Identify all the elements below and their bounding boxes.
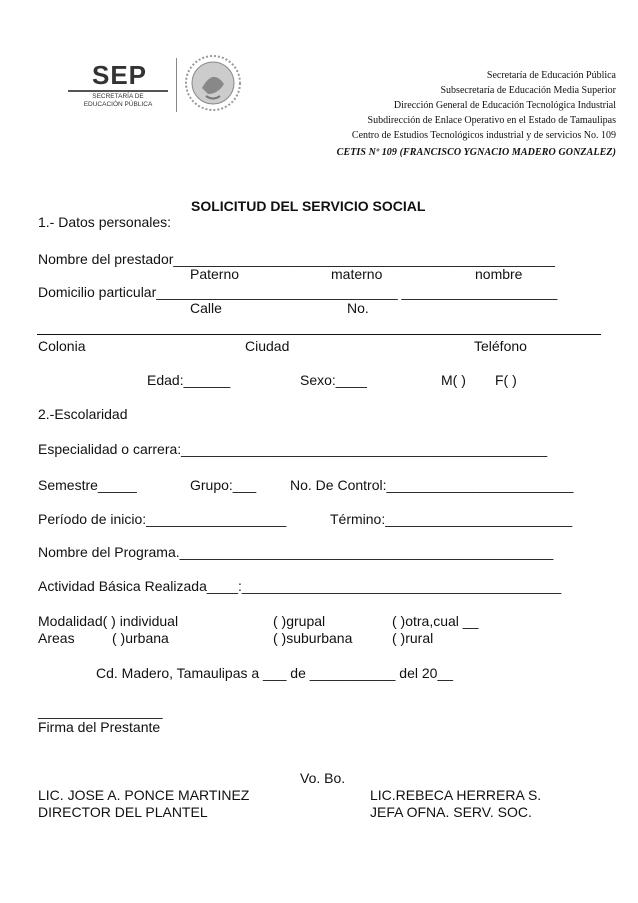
termino-field[interactable]: Término:________________________ <box>330 511 573 527</box>
nombre-field[interactable]: Nombre del prestador_________________________________________________ <box>38 251 555 267</box>
semestre-field[interactable]: Semestre_____ <box>38 477 137 493</box>
periodo-inicio-field[interactable]: Período de inicio:__________________ <box>38 511 287 527</box>
signatory-1-name: LIC. JOSE A. PONCE MARTINEZ <box>38 787 250 803</box>
signatory-2-title: JEFA OFNA. SERV. SOC. <box>370 804 532 820</box>
nombre-sub-nombre: nombre <box>475 266 523 282</box>
signatory-1-title: DIRECTOR DEL PLANTEL <box>38 804 208 820</box>
sep-logo-subtitle-2: EDUCACIÓN PÚBLICA <box>83 101 153 108</box>
section-personal-data: 1.- Datos personales: <box>38 214 172 230</box>
programa-field[interactable]: Nombre del Programa.________________________________________________ <box>38 544 554 560</box>
telefono-label: Teléfono <box>474 338 527 354</box>
header-line-2: Subsecretaría de Educación Media Superior <box>440 85 616 96</box>
modalidad-grupal-option[interactable]: ( )grupal <box>273 613 326 629</box>
sep-logo-subtitle-1: SECRETARÍA DE <box>92 93 144 100</box>
header-line-5: Centro de Estudios Tecnológicos industrial y de servicios No. 109 <box>351 130 616 141</box>
colonia-label: Colonia <box>38 338 86 354</box>
actividad-field[interactable]: Actividad Básica Realizada____:_________________________________________ <box>38 578 562 594</box>
areas-label: Areas <box>38 630 75 646</box>
modalidad-individual-option[interactable]: Modalidad( ) individual <box>38 613 179 629</box>
sep-logo-subtitle <box>66 93 170 109</box>
domicilio-field[interactable]: Domicilio particular_______________________________ ____________________ <box>38 284 558 300</box>
firma-line[interactable]: ________________ <box>38 703 163 719</box>
sexo-f-checkbox[interactable]: F( ) <box>495 372 517 388</box>
sep-logo-text: SEP <box>92 60 148 90</box>
modalidad-otra-option[interactable]: ( )otra,cual __ <box>392 613 479 629</box>
section-schooling: 2.-Escolaridad <box>38 406 128 422</box>
firma-label: Firma del Prestante <box>38 719 161 735</box>
especialidad-field[interactable]: Especialidad o carrera:_______________________________________________ <box>38 441 548 457</box>
sexo-field[interactable]: Sexo:____ <box>300 372 367 388</box>
header-line-4: Subdirección de Enlace Operativo en el Estado de Tamaulipas <box>367 115 616 126</box>
grupo-field[interactable]: Grupo:___ <box>190 477 257 493</box>
header-school: CETIS Nº 109 (FRANCISCO YGNACIO MADERO GONZALEZ) <box>336 147 616 158</box>
edad-field[interactable]: Edad:______ <box>147 372 231 388</box>
domicilio-sub-no: No. <box>347 300 369 316</box>
address-rule <box>37 334 601 335</box>
logo-divider <box>176 58 177 112</box>
signatory-2-name: LIC.REBECA HERRERA S. <box>370 787 542 803</box>
vobo-label: Vo. Bo. <box>300 770 346 786</box>
ciudad-label: Ciudad <box>245 338 290 354</box>
nombre-sub-materno: materno <box>331 266 383 282</box>
domicilio-sub-calle: Calle <box>190 300 222 316</box>
nombre-sub-paterno: Paterno <box>190 266 240 282</box>
area-rural-option[interactable]: ( )rural <box>392 630 434 646</box>
area-urbana-option[interactable]: ( )urbana <box>112 630 169 646</box>
header-line-1: Secretaría de Educación Pública <box>486 70 616 81</box>
header-line-3: Dirección General de Educación Tecnológica Industrial <box>393 100 616 111</box>
form-title: SOLICITUD DEL SERVICIO SOCIAL <box>191 198 426 214</box>
control-field[interactable]: No. De Control:________________________ <box>290 477 574 493</box>
sep-logo-rule <box>68 90 168 92</box>
place-date-field[interactable]: Cd. Madero, Tamaulipas a ___ de ___________ del 20__ <box>96 665 454 681</box>
coat-of-arms-icon <box>184 54 242 112</box>
sexo-m-checkbox[interactable]: M( ) <box>441 372 466 388</box>
area-suburbana-option[interactable]: ( )suburbana <box>273 630 353 646</box>
